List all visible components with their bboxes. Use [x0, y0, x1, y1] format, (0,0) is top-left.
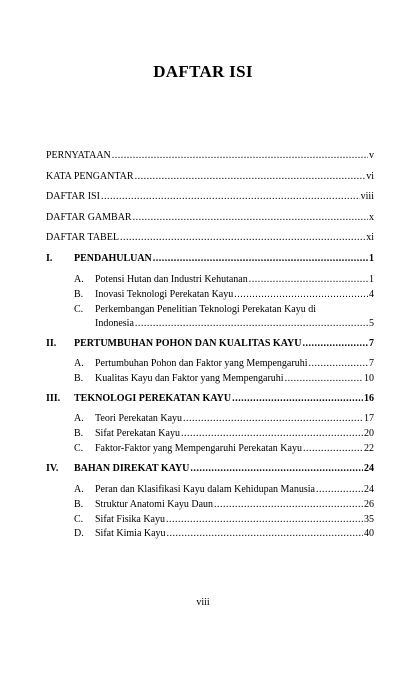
subentry-label: Sifat Fisika Kayu	[95, 514, 165, 525]
toc-subentry[interactable]	[74, 514, 374, 526]
toc-chapter-2[interactable]	[46, 338, 374, 350]
chapter-title: PERTUMBUHAN POHON DAN KUALITAS KAYU	[74, 338, 302, 349]
subentry-letter: B.	[74, 428, 84, 439]
subentry-label: Sifat Kimia Kayu	[95, 528, 166, 539]
toc-subentry[interactable]	[74, 443, 374, 455]
dot-leader	[303, 443, 363, 455]
chapter-title: TEKNOLOGI PEREKATAN KAYU	[74, 393, 232, 404]
toc-page-number: xi	[366, 232, 374, 243]
dot-leader	[316, 484, 363, 496]
subentry-letter: A.	[74, 274, 84, 285]
toc-subentry[interactable]	[74, 484, 374, 496]
toc-page-number: 1	[369, 253, 374, 264]
toc-page-number: vi	[366, 171, 374, 182]
toc-subentry[interactable]	[74, 428, 374, 440]
toc-subentry[interactable]	[74, 528, 374, 540]
subentry-letter: D.	[74, 528, 84, 539]
toc-page-number: 1	[369, 274, 374, 285]
dot-leader	[120, 232, 365, 244]
subentry-label: Potensi Hutan dan Industri Kehutanan	[95, 274, 248, 285]
dot-leader	[308, 358, 368, 370]
dot-leader	[166, 514, 363, 526]
dot-leader	[285, 373, 363, 385]
toc-page-number: 10	[364, 373, 374, 384]
chapter-title: BAHAN DIREKAT KAYU	[74, 463, 190, 474]
chapter-number: I.	[46, 253, 53, 264]
subentry-letter: B.	[74, 289, 84, 300]
toc-subentry[interactable]	[74, 289, 374, 301]
toc-entry-daftar-isi[interactable]	[46, 191, 374, 203]
toc-subentry[interactable]	[74, 499, 374, 511]
toc-subentry[interactable]	[74, 274, 374, 286]
dot-leader	[112, 150, 368, 162]
subentry-letter: A.	[74, 358, 84, 369]
toc-subentry[interactable]	[74, 358, 374, 370]
toc-page-number: 17	[364, 413, 374, 424]
dot-leader	[190, 463, 363, 475]
subentry-label: Kualitas Kayu dan Faktor yang Mempengaruhi	[95, 373, 284, 384]
subentry-letter: C.	[74, 304, 84, 315]
toc-page-number: 24	[364, 484, 374, 495]
toc-page-number: 7	[369, 358, 374, 369]
toc-subentry-first-line[interactable]	[74, 304, 374, 316]
dot-leader	[101, 191, 360, 203]
toc-entry-label: DAFTAR ISI	[46, 191, 100, 202]
toc-page-number: 24	[364, 463, 374, 474]
dot-leader	[249, 274, 368, 286]
subentry-letter: A.	[74, 413, 84, 424]
subentry-letter: C.	[74, 514, 84, 525]
toc-page-number: 4	[369, 289, 374, 300]
page-title: DAFTAR ISI	[153, 62, 253, 81]
toc-page-number: 5	[369, 318, 374, 329]
subentry-letter: C.	[74, 443, 84, 454]
subentry-label: Pertumbuhan Pohon dan Faktor yang Mempengaruhi	[95, 358, 308, 369]
subentry-label: Faktor-Faktor yang Mempengaruhi Perekatan Kayu	[95, 443, 302, 454]
toc-page-number: 26	[364, 499, 374, 510]
toc-page-number: 16	[364, 393, 374, 404]
dot-leader	[135, 171, 366, 183]
toc-subentry[interactable]	[74, 373, 374, 385]
toc-entry-kata-pengantar[interactable]	[46, 171, 374, 183]
dot-leader	[232, 393, 363, 405]
toc-entry-daftar-tabel[interactable]	[46, 232, 374, 244]
chapter-title: PENDAHULUAN	[74, 253, 152, 264]
subentry-label: Inovasi Teknologi Perekatan Kayu	[95, 289, 234, 300]
toc-entry-label: KATA PENGANTAR	[46, 171, 134, 182]
toc-entry-pernyataan[interactable]	[46, 150, 374, 162]
dot-leader	[214, 499, 363, 511]
dot-leader	[181, 428, 363, 440]
toc-chapter-4[interactable]	[46, 463, 374, 475]
dot-leader	[133, 212, 368, 224]
toc-chapter-1[interactable]	[46, 253, 374, 265]
dot-leader	[135, 318, 368, 330]
toc-page-number: 40	[364, 528, 374, 539]
toc-subentry-second-line[interactable]	[74, 318, 374, 330]
toc-page-number: viii	[360, 191, 374, 202]
toc-page-number: 22	[364, 443, 374, 454]
toc-page-number: 20	[364, 428, 374, 439]
subentry-label-continued: Indonesia	[95, 318, 134, 329]
dot-leader	[167, 528, 363, 540]
subentry-label: Sifat Perekatan Kayu	[95, 428, 180, 439]
toc-subentry[interactable]	[74, 413, 374, 425]
chapter-number: II.	[46, 338, 57, 349]
dot-leader	[183, 413, 363, 425]
subentry-label: Struktur Anatomi Kayu Daun	[95, 499, 214, 510]
toc-page-number: 35	[364, 514, 374, 525]
dot-leader	[153, 253, 368, 265]
toc-entry-daftar-gambar[interactable]	[46, 212, 374, 224]
subentry-label: Perkembangan Penelitian Teknologi Perekatan Kayu di	[95, 304, 317, 315]
toc-entry-label: PERNYATAAN	[46, 150, 111, 161]
subentry-letter: B.	[74, 373, 84, 384]
page-number-footer: viii	[196, 597, 210, 608]
toc-page-number: 7	[369, 338, 374, 349]
dot-leader	[302, 338, 368, 350]
toc-page-number: v	[369, 150, 374, 161]
toc-entry-label: DAFTAR GAMBAR	[46, 212, 132, 223]
toc-entry-label: DAFTAR TABEL	[46, 232, 119, 243]
subentry-letter: A.	[74, 484, 84, 495]
subentry-letter: B.	[74, 499, 84, 510]
subentry-label: Peran dan Klasifikasi Kayu dalam Kehidupan Manusia	[95, 484, 315, 495]
chapter-number: IV.	[46, 463, 59, 474]
toc-chapter-3[interactable]	[46, 393, 374, 405]
chapter-number: III.	[46, 393, 61, 404]
subentry-label: Teori Perekatan Kayu	[95, 413, 183, 424]
toc-page-number: x	[369, 212, 374, 223]
dot-leader	[234, 289, 368, 301]
